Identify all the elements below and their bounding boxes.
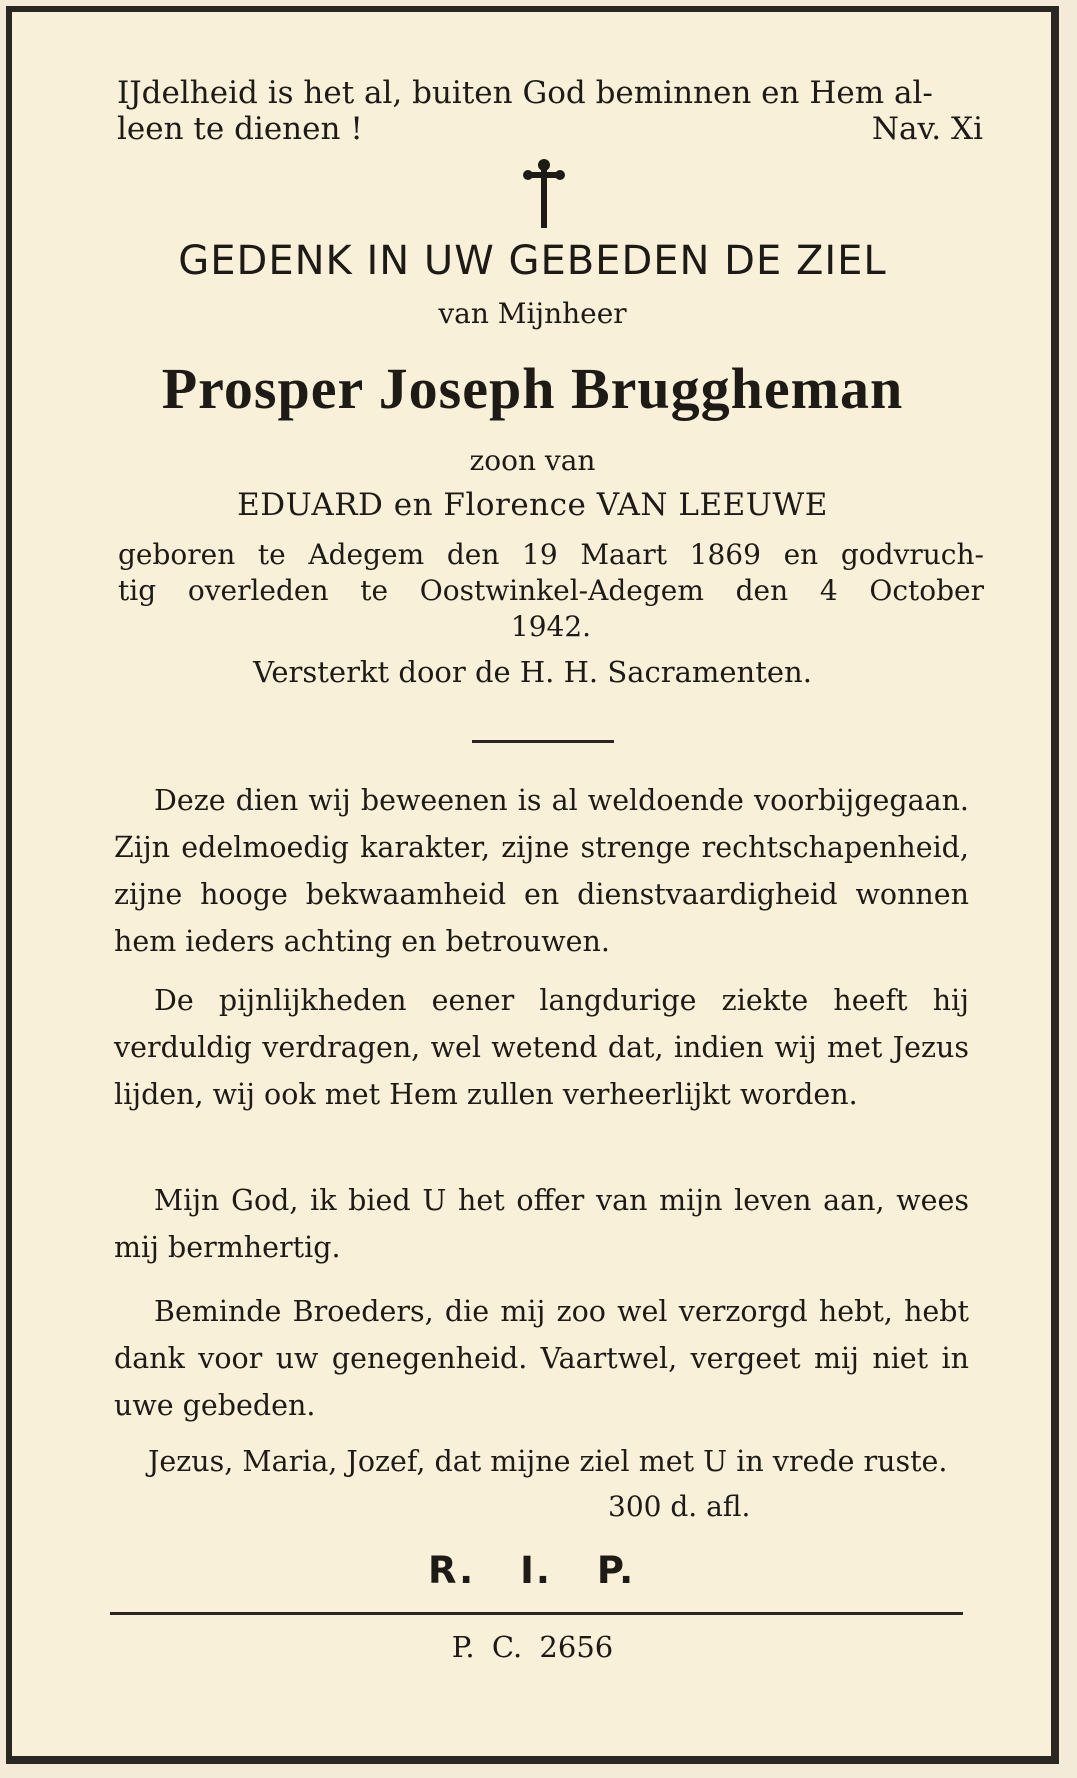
epigraph-line-1	[117, 75, 983, 111]
paragraph-prayer: Mijn God, ik bied U het offer van mijn leven aan, wees mij bermhertig.	[114, 1184, 969, 1264]
title-prefix: van Mijnheer	[438, 297, 627, 330]
parents-names: EDUARD en Florence VAN LEEUWE	[237, 487, 828, 523]
indulgence-note: 300 d. afl.	[608, 1490, 751, 1523]
paragraph-illness: De pijnlijkheden eener langdurige ziekte heeft hij verduldig verdragen, wel wetend dat, indien wij met Jezus lijden, wij ook met Hem zullen verheerlijkt worden.	[114, 984, 969, 1111]
epigraph-text-2: leen te dienen !	[117, 111, 363, 147]
memorial-heading: GEDENK IN UW GEBEDEN DE ZIEL	[178, 238, 887, 284]
son-of-label: zoon van	[469, 444, 596, 477]
rip-text: R. I. P.	[428, 1549, 636, 1592]
paragraph-eulogy: Deze dien wij beweenen is al weldoende voorbijgegaan. Zijn edelmoedig karakter, zijne strenge rechtschapenheid, zijne hooge bekwaamheid en dienstvaardigheid wonnen hem ieders achting en betrouwen.	[114, 784, 969, 958]
epigraph-text-1: IJdelheid is het al, buiten God beminnen en Hem al-	[117, 75, 933, 111]
paragraph-invocation: Jezus, Maria, Jozef, dat mijne ziel met U in vrede ruste.	[148, 1445, 948, 1478]
sacraments-line: Versterkt door de H. H. Sacramenten.	[253, 655, 812, 689]
printer-code: P. C. 2656	[451, 1630, 614, 1664]
birth-line-3: 1942.	[510, 610, 592, 643]
epigraph-line-2	[117, 111, 983, 147]
cross-icon	[522, 158, 566, 228]
footer-divider	[110, 1612, 963, 1615]
epigraph-reference: Nav. Xi	[871, 111, 983, 147]
deceased-name: Prosper Joseph Bruggheman	[161, 356, 904, 421]
birth-line-1: geboren te Adegem den 19 Maart 1869 en godvruch-	[118, 538, 984, 571]
divider	[472, 740, 614, 743]
paragraph-farewell: Beminde Broeders, die mij zoo wel verzorgd hebt, hebt dank voor uw genegenheid. Vaartwel, vergeet mij niet in uwe gebeden.	[114, 1295, 969, 1422]
birth-line-2: tig overleden te Oostwinkel-Adegem den 4 October	[118, 574, 984, 607]
